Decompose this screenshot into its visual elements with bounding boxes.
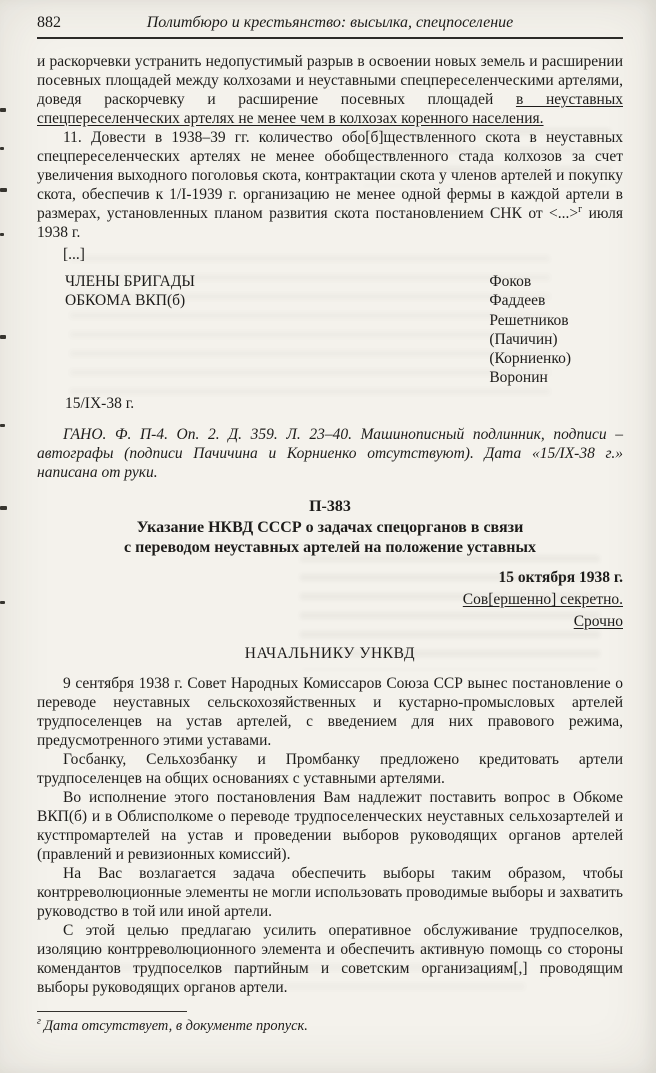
archival-note: ГАНО. Ф. П-4. Оп. 2. Д. 359. Л. 23–40. Машинописный подлинник, подписи – автографы (подписи Пачичина и Корниенко отсутствуют). Дата «15/IX-38 г.» написана от руки. <box>37 425 623 481</box>
scan-artifact <box>0 506 7 510</box>
signer-name: Фоков <box>489 273 532 290</box>
footnote-marker: г <box>37 1015 41 1027</box>
body-paragraph: Во исполнение этого постановления Вам надлежит поставить вопрос в Обкоме ВКП(б) и в Облисполкоме о переводе трудпоселенческих неуставных сельхозартелей и кустпромартелей на устав и проведении выборов руководящих органов артелей (правлений и ревизионных комиссий). <box>37 788 623 863</box>
body-paragraph: Госбанку, Сельхозбанку и Промбанку предложено кредитовать артели трудпоселенцев на общих основаниях с уставными артелями. <box>37 750 623 787</box>
footnote-divider <box>37 1011 187 1012</box>
signer-name: Воронин <box>489 369 548 387</box>
signature-label-line: ЧЛЕНЫ БРИГАДЫ <box>65 273 195 290</box>
signature-label-line: ОБКОМА ВКП(б) <box>65 292 186 309</box>
header-title: Политбюро и крестьянство: высылка, спецпоселение <box>146 14 514 31</box>
paragraph-text: и раскорчевки устранить недопустимый разрыв в освоении новых земель и расширении посевных площадей между колхозами и неуставными спецпереселенческими артелями, доведя раскорчевку и расширение посевных площадей <box>37 53 623 108</box>
classification-stamp <box>37 590 623 609</box>
footnote-text: Дата отсутствует, в документе пропуск. <box>43 1017 308 1034</box>
scan-artifact <box>0 108 6 112</box>
scan-artifact <box>0 233 4 236</box>
signer-name: (Корниенко) <box>489 350 571 368</box>
signature-label <box>65 272 195 388</box>
body-paragraph-item11 <box>37 128 623 242</box>
document-title-line: с переводом неуставных артелей на положение уставных <box>124 538 536 556</box>
body-paragraph-continuation <box>37 52 623 128</box>
body-paragraph: 9 сентября 1938 г. Совет Народных Комиссаров Союза ССР вынес постановление о переводе неуставных сельскохозяйственных и кустарно-промысловых артелей трудпоселенцев на устав артелей, с введением для них правового режима, предусмотренного этими уставами. <box>37 674 623 749</box>
scan-artifact <box>0 424 5 427</box>
signer-names <box>489 272 571 388</box>
classification-text: Сов[ершенно] секретно. <box>462 590 623 608</box>
footnote <box>37 1017 623 1035</box>
running-header <box>37 14 623 39</box>
scan-artifact <box>0 335 6 339</box>
signature-block <box>37 272 623 388</box>
body-paragraph: С этой целью предлагаю усилить оперативное обслуживание трудпоселков, изоляцию контрреволюционного элемента и обеспечить активную помощь со стороны комендантов трудпоселков партийным и советским организациям[,] проводящим выборы руководящих органов артели. <box>37 921 623 996</box>
scan-artifact <box>0 601 5 604</box>
document-number: П-383 <box>309 497 351 515</box>
paragraph-text: июля 1938 г. <box>37 205 623 241</box>
addressee-line: НАЧАЛЬНИКУ УНКВД <box>244 644 416 662</box>
signer-name: Фаддеев <box>489 292 546 310</box>
body-paragraph: На Вас возлагается задача обеспечить выборы таким образом, чтобы контрреволюционные элементы не могли использовать проводимые выборы и захватить руководство в той или иной артели. <box>37 864 623 920</box>
scan-artifact <box>0 147 4 150</box>
page-number: 882 <box>37 14 61 31</box>
urgency-text: Срочно <box>573 612 623 630</box>
signer-name: (Пачичин) <box>489 330 558 348</box>
scan-artifact <box>0 188 7 192</box>
document-title-line: Указание НКВД СССР о задачах спецорганов в связи <box>136 518 524 536</box>
signer-name: Решетников <box>489 311 569 329</box>
footnote-marker: г <box>578 203 583 215</box>
document-title <box>37 518 623 558</box>
underlined-text: в неуставных спецпереселенческих артелях не менее чем в колхозах коренного населения. <box>37 91 623 127</box>
omission-marker: [...] <box>63 246 85 263</box>
urgency-stamp <box>37 612 623 631</box>
paragraph-text: 11. Довести в 1938–39 гг. количество обо[б]ществленного скота в неуставных спецпереселенческих артелях не менее обобществленного стада колхозов за счет увеличения выходного поголовья скота, контрактации скота у членов артелей и покупку скота, обеспечив к 1/I-1939 г. организацию не менее одной фермы в каждой артели в размерах, установленных планом развития скота постановлением СНК от <...> <box>37 129 623 222</box>
document-date-handwritten: 15/IX-38 г. <box>65 394 135 412</box>
document-date: 15 октября 1938 г. <box>498 568 623 586</box>
